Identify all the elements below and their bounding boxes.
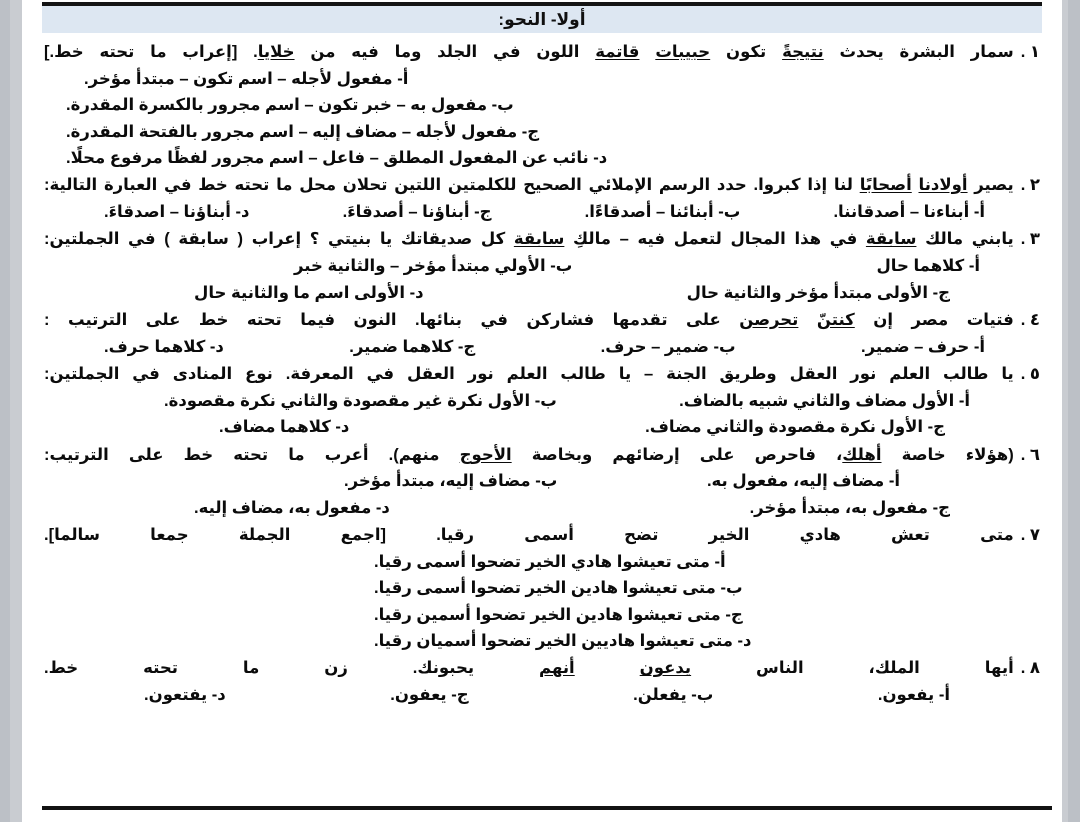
stem-fragment: [575, 659, 640, 677]
page-gutter-right: [1068, 0, 1080, 822]
question-text: [44, 39, 1014, 66]
stem-fragment: يحبونك. زن ما تحته خط.: [44, 659, 540, 678]
question-text: [44, 522, 1014, 549]
question-block: [44, 522, 1040, 654]
document-content: [42, 0, 1042, 709]
question-stem: [44, 172, 1040, 199]
footer-bottom-rule: [42, 806, 1052, 810]
stem-fragment: [798, 311, 816, 329]
option-row: [44, 253, 1040, 279]
option-choice[interactable]: أ- الأول مضاف والثاني شبيه بالضاف.: [679, 391, 970, 410]
underlined-token: سابقة: [865, 230, 917, 249]
option-row: [44, 495, 1040, 521]
question-list: [42, 39, 1042, 708]
page-gutter-left: [0, 0, 10, 822]
option-choice[interactable]: ج- مفعول به، مبتدأ مؤخر.: [749, 498, 950, 517]
underlined-token: نتيجةً: [782, 43, 824, 61]
underlined-token: خلايا: [257, 43, 295, 61]
stem-fragment: يصير: [967, 176, 1014, 195]
option-row: [44, 199, 1040, 225]
option-group: [44, 468, 1040, 521]
question-number: ٦ .: [1020, 445, 1040, 464]
option-choice[interactable]: ب- متى تعيشوا هادين الخير تضحوا أسمى رقيا.: [374, 579, 743, 598]
question-stem: [44, 39, 1040, 66]
underlined-token: أهلك: [842, 445, 882, 464]
option-group: [44, 549, 1040, 655]
option-choice[interactable]: ج- يعفون.: [390, 686, 469, 704]
option-choice[interactable]: ب- أبنائنا – أصدقاءًا.: [584, 203, 741, 221]
option-choice[interactable]: أ- مفعول لأجله – اسم تكون – مبتدأ مؤخر.: [84, 69, 409, 88]
stem-fragment: في هذا المجال لتعمل فيه – مالكِ: [564, 230, 866, 249]
underlined-token: سابقة: [513, 230, 565, 249]
stem-fragment: اللون في الجلد وما فيه من: [294, 43, 596, 61]
question-block: [44, 226, 1040, 306]
question-text: [44, 442, 1014, 469]
option-choice[interactable]: أ- كلاهما حال: [876, 257, 980, 276]
option-choice[interactable]: ج- الأولى مبتدأ مؤخر والثانية حال: [686, 283, 950, 302]
stem-fragment: تكون: [710, 43, 783, 61]
question-number: ٧ .: [1020, 526, 1040, 544]
option-row[interactable]: [44, 66, 1040, 92]
stem-fragment: فتيات مصر إن: [854, 310, 1014, 329]
option-choice[interactable]: ب- ضمير – حرف.: [600, 337, 736, 356]
stem-fragment: لنا إذا كبروا. حدد الرسم الإملائي الصحيح للكلمتين اللتين تحلان محل ما تحته خط في العبارة التالية:: [44, 176, 860, 195]
question-block: [44, 361, 1040, 441]
option-choice[interactable]: أ- مضاف إليه، مفعول به.: [706, 472, 900, 491]
question-block: [44, 39, 1040, 171]
option-row[interactable]: [44, 575, 1040, 601]
stem-fragment: كل صديقاتك يا بنيتي ؟ إعراب ( سابقة ) في الجملتين:: [44, 230, 514, 249]
question-stem: [44, 361, 1040, 388]
stem-fragment: [639, 43, 655, 61]
stem-fragment: ، فاحرص على إرضائهم وبخاصة: [511, 445, 843, 464]
option-choice[interactable]: د- متى تعيشوا هاديين الخير تضحوا أسميان رقيا.: [374, 631, 752, 650]
underlined-token: أنهم: [539, 659, 575, 678]
question-stem: [44, 522, 1040, 549]
underlined-token: حبيبات: [655, 43, 711, 61]
question-number: ٥ .: [1020, 365, 1040, 383]
option-row: [44, 388, 1040, 414]
stem-fragment: سمار البشرة يحدث: [823, 43, 1014, 61]
question-number: ١ .: [1020, 43, 1040, 61]
option-choice[interactable]: ب- مضاف إليه، مبتدأ مؤخر.: [344, 472, 558, 491]
stem-fragment: منهم). أعرب ما تحته خط على الترتيب:: [44, 445, 460, 464]
option-group: [44, 682, 1040, 708]
question-stem: [44, 307, 1040, 334]
stem-fragment: . [إعراب ما تحته خط.]: [44, 43, 258, 61]
document-page: [22, 0, 1062, 822]
stem-fragment: (هؤلاء خاصة: [881, 445, 1014, 464]
option-group: [44, 66, 1040, 172]
option-group: [44, 199, 1040, 225]
underlined-token: أولادنا: [918, 176, 968, 195]
question-block: [44, 172, 1040, 225]
question-text: [44, 307, 1014, 334]
question-text: [44, 172, 1014, 199]
question-number: ٨ .: [1020, 659, 1040, 678]
question-stem: [44, 226, 1040, 253]
stem-fragment: يا طالب العلم نور العقل وطريق الجنة – يا طالب العلم نور العقل في المعرفة. نوع المنادى في الجملتين:: [44, 365, 1014, 383]
stem-fragment: يابني مالك: [916, 230, 1014, 249]
option-choice[interactable]: ج- الأول نكرة مقصودة والثاني مضاف.: [645, 418, 945, 437]
section-header-band: [42, 6, 1042, 33]
page-title: أولا- النحو:: [498, 9, 586, 29]
option-row[interactable]: [44, 602, 1040, 628]
option-group: [44, 388, 1040, 441]
option-choice[interactable]: د- نائب عن المفعول المطلق – فاعل – اسم مجرور لفظًا مرفوع محلًا.: [66, 148, 608, 167]
option-row[interactable]: [44, 92, 1040, 118]
option-choice[interactable]: ج- كلاهما ضمير.: [349, 337, 476, 356]
option-choice[interactable]: د- الأولى اسم ما والثانية حال: [194, 283, 424, 302]
option-row: [44, 468, 1040, 494]
option-row[interactable]: [44, 145, 1040, 171]
option-row: [44, 414, 1040, 440]
underlined-token: قاتمة: [595, 43, 640, 61]
option-row: [44, 682, 1040, 708]
option-row[interactable]: [44, 628, 1040, 654]
option-choice[interactable]: أ- متى تعيشوا هادي الخير تضحوا أسمى رقيا.: [374, 552, 726, 571]
question-text: [44, 361, 1014, 388]
option-choice[interactable]: د- أبناؤنا – اصدقاءَ.: [104, 203, 250, 221]
underlined-token: تحرصن: [739, 310, 799, 329]
stem-fragment: أيها الملك، الناس: [691, 659, 1014, 678]
option-choice[interactable]: ج- مفعول لأجله – مضاف إليه – اسم مجرور بالفتحة المقدرة.: [66, 122, 540, 141]
option-choice[interactable]: أ- يفعون.: [877, 686, 950, 704]
option-choice[interactable]: ج- متى تعيشوا هادين الخير تضحوا أسمين رقيا.: [374, 605, 743, 624]
option-choice[interactable]: ب- الأول نكرة غير مقصودة والثاني نكرة مقصودة.: [164, 391, 557, 410]
question-stem: [44, 442, 1040, 469]
underlined-token: أصحابًا: [859, 176, 912, 195]
option-choice[interactable]: د- يفتعون.: [144, 686, 226, 704]
question-block: [44, 655, 1040, 708]
question-stem: [44, 655, 1040, 682]
option-group: [44, 334, 1040, 360]
option-row: [44, 334, 1040, 360]
option-choice[interactable]: ب- يفعلن.: [633, 686, 714, 704]
question-number: ٤ .: [1020, 310, 1040, 329]
underlined-token: يدعون: [639, 659, 692, 678]
stem-fragment: على تقدمها فشاركن في بنائها. النون فيما تحته خط على الترتيب :: [44, 310, 740, 329]
option-choice[interactable]: ب- مفعول به – خبر تكون – اسم مجرور بالكسرة المقدرة.: [66, 96, 514, 115]
option-row[interactable]: [44, 119, 1040, 145]
question-text: [44, 655, 1014, 682]
option-choice[interactable]: د- مفعول به، مضاف إليه.: [194, 498, 390, 517]
question-number: ٢ .: [1020, 176, 1040, 195]
underlined-token: الأحوج: [459, 445, 512, 464]
option-row[interactable]: [44, 549, 1040, 575]
question-number: ٣ .: [1020, 230, 1040, 249]
question-text: [44, 226, 1014, 253]
option-row: [44, 280, 1040, 306]
option-choice[interactable]: ج- أبناؤنا – أصدقاءَ.: [342, 203, 492, 221]
option-choice[interactable]: د- كلاهما مضاف.: [219, 418, 350, 437]
question-block: [44, 442, 1040, 522]
stem-fragment: متى تعش هادي الخير تضح أسمى رقيا. [اجمع الجملة جمعا سالما].: [44, 526, 1014, 544]
option-group: [44, 253, 1040, 306]
option-choice[interactable]: أ- أبناءنا – أصدقاننا.: [833, 203, 985, 221]
option-choice[interactable]: د- كلاهما حرف.: [104, 337, 224, 356]
stem-fragment: [912, 176, 919, 194]
underlined-token: كنتنّ: [816, 310, 855, 329]
question-block: [44, 307, 1040, 360]
option-choice[interactable]: أ- حرف – ضمير.: [861, 337, 985, 356]
option-choice[interactable]: ب- الأولي مبتدأ مؤخر – والثانية خبر: [294, 257, 573, 276]
